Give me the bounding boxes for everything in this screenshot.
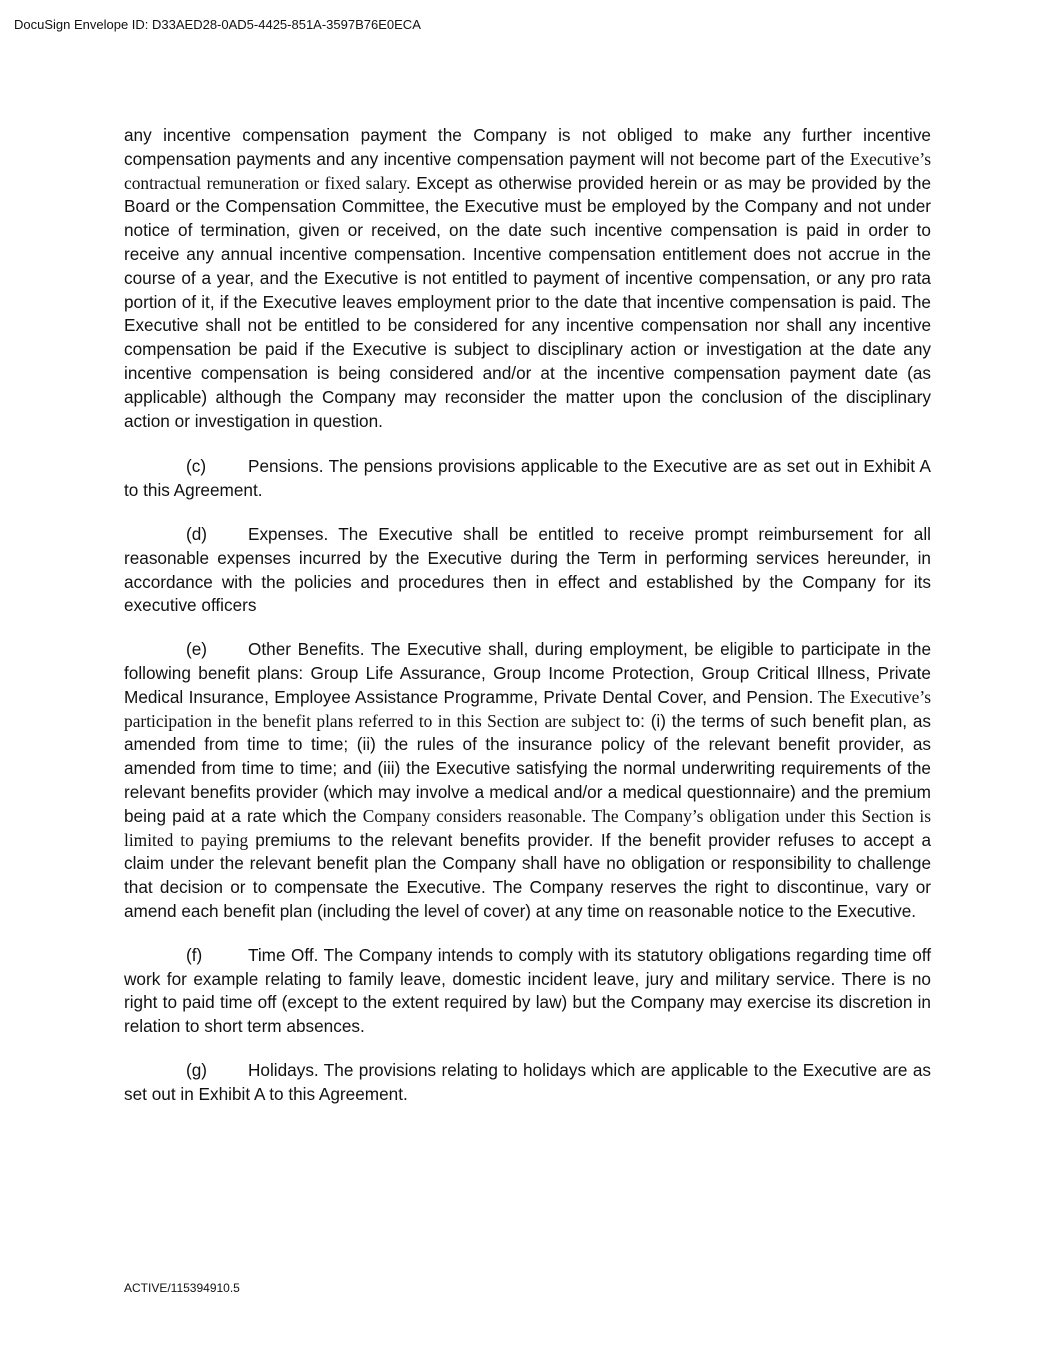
continuation-text-1: any incentive compensation payment the Company is not obliged to make any further incentive compensation payments and any incentive compensation payment will not become part of the <box>124 125 931 169</box>
section-label-c: (c) <box>186 456 207 477</box>
section-text-g: Holidays. The provisions relating to holidays which are applicable to the Executive are as set out in Exhibit A to this Agreement. <box>124 1059 931 1104</box>
section-label-e: (e) <box>186 639 208 660</box>
paragraph-e-other-benefits <box>124 638 931 924</box>
paragraph-g-holidays <box>124 1059 931 1107</box>
section-text-e-3: premiums to the relevant benefits provider. If the benefit provider refuses to accept a claim under the relevant benefit plan the Company shall have no obligation or responsibility to challenge that decision or to compensate the Executive. The Company reserves the right to discontinue, vary or amend each benefit plan (including the level of cover) at any time on reasonable notice to the Executive. <box>124 829 932 921</box>
section-text-f: Time Off. The Company intends to comply with its statutory obligations regarding time off work for example relating to family leave, domestic incident leave, jury and military service. There is no right to paid time off (except to the extent required by law) but the Company may exercise its discretion in relation to short term absences. <box>124 944 931 1037</box>
footer-document-id: ACTIVE/115394910.5 <box>124 1281 240 1295</box>
paragraph-c-pensions <box>124 455 931 503</box>
section-label-f: (f) <box>186 944 203 965</box>
section-text-d: Expenses. The Executive shall be entitled to receive prompt reimbursement for all reasonable expenses incurred by the Executive during the Term in performing services hereunder, in accordance with the policies and procedures then in effect and established by the Company for its executive officers <box>124 523 931 616</box>
envelope-id: DocuSign Envelope ID: D33AED28-0AD5-4425-851A-3597B76E0ECA <box>14 17 421 32</box>
section-label-g: (g) <box>186 1059 208 1080</box>
continuation-text-2: Except as otherwise provided herein or as may be provided by the Board or the Compensation Committee, the Executive must be employed by the Company and not under notice of termination, given or received, on the date such incentive compensation is paid in order to receive any annual incentive compensation. Incentive compensation entitlement does not accrue in the course of a year, and the Executive is not entitled to payment of incentive compensation, or any pro rata portion of it, if the Executive leaves employment prior to the date that incentive compensation is paid. The Executive shall not be entitled to be considered for any incentive compensation nor shall any incentive compensation be paid if the Executive is subject to disciplinary action or investigation at the date any incentive compensation is being considered and/or at the incentive compensation payment date (as applicable) although the Company may reconsider the matter upon the conclusion of the disciplinary action or investigation in question. <box>124 172 932 431</box>
paragraph-f-time-off <box>124 944 931 1039</box>
continuation-serif-text: Executive’s contractual remuneration or fixed salary. <box>124 148 931 193</box>
section-serif-e-2: Company considers reasonable. The Company’s obligation under this Section is limited to paying <box>124 805 931 850</box>
section-serif-e-1: The Executive’s participation in the benefit plans referred to in this Section are subject <box>124 686 931 731</box>
section-text-e-2: to: (i) the terms of such benefit plan, as amended from time to time; (ii) the rules of the insurance policy of the relevant benefit provider, as amended from time to time; and (iii) the Executive satisfying the normal underwriting requirements of the relevant benefits provider (which may involve a medical and/or a medical questionnaire) and the premium being paid at a rate which the <box>124 710 931 826</box>
paragraph-continuation <box>124 124 931 433</box>
section-text-e-1: Other Benefits. The Executive shall, during employment, be eligible to participate in the following benefit plans: Group Life Assurance, Group Income Protection, Group Critical Illness, Private Medical Insurance, Employee Assistance Programme, Private Dental Cover, and Pension. <box>124 639 931 707</box>
section-label-d: (d) <box>186 523 208 544</box>
section-text-c: Pensions. The pensions provisions applicable to the Executive are as set out in Exhibit A to this Agreement. <box>124 456 931 501</box>
paragraph-d-expenses <box>124 523 931 618</box>
document-body <box>124 124 931 1126</box>
